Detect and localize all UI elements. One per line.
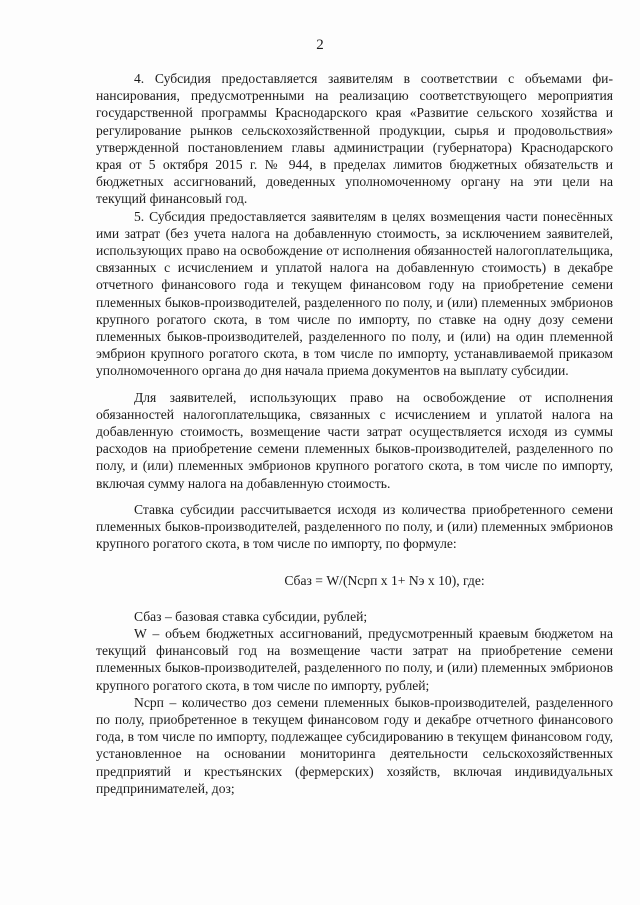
definition-semen-doses: Nсрп – количество доз семени племенных быков-производителей, разделенного по полу, приобретенное в текущем финансовом году и декабре отчетного финансового года, в том числе по импорту, подлежащее субсидированию в текущем финансовом году, установленное на основании мониторинга деятельности сельскохозяйственных предприятий и крестьянских (фермерских) хозяйств, включая индивидуальных предпринимателей, доз; (96, 694, 613, 796)
definition-base-rate: Сбаз – базовая ставка субсидии, рублей; (134, 608, 368, 624)
paragraph-rate-calculation: Ставка субсидии рассчитывается исходя из количества приобретенного семени племенных быков-производителей, разделенного по полу, и (или) племенных эмбрионов крупного рогатого скота, в том числе по импорту, по формуле: (96, 501, 613, 552)
paragraph-4-funding: 4. Субсидия предоставляется заявителям в соответствии с объемами финансирования, предусмотренными на реализацию соответствующего мероприятия государственной программы Краснодарского края «Развитие сельского хозяйства и регулирование рынков сельскохозяйственной продукции, сырья и продовольствия» утвержденной постановлением главы администрации (губернатора) Краснодарского края от 5 октября 2015 г. № 944, в пределах лимитов бюджетных обязательств и бюджетных ассигнований, доведенных уполномоченному органу на эти цели на текущий финансовый год. (96, 71, 613, 207)
paragraph-vat-exempt-applicants: Для заявителей, использующих право на освобождение от исполнения обязанностей налогоплательщика, связанных с исчислением и уплатой налога на добавленную стоимость, возмещение части затрат осуществляется исходя из суммы расходов на приобретение семени племенных быков-производителей, разделенного по полу, и (или) племенных эмбрионов крупного рогатого скота, в том числе по импорту, включая сумму налога на добавленную стоимость. (96, 389, 613, 491)
subsidy-formula: Сбаз = W/(Nсрп х 1+ Nэ х 10), где: (284, 573, 485, 589)
document-body (96, 70, 613, 797)
paragraph-5-subsidy-purpose: 5. Субсидия предоставляется заявителям в целях возмещения части понесённых ими затрат (без учета налога на добавленную стоимость, за исключением заявителей, использующих право на освобождение от исполнения обязанностей налогоплательщика, связанных с исчислением и уплатой налога на добавленную стоимость) в декабре отчетного финансового года и текущем финансовом году на приобретение семени племенных быков-производителей, разделенного по полу, и (или) племенных эмбрионов крупного рогатого скота, в том числе по импорту, по ставке на одну дозу семени племенных быков-производителей, разделенного по полу, и (или) на один племенной эмбрион крупного рогатого скота, в том числе по импорту, устанавливаемой приказом уполномоченного органа до дня начала приема документов на выплату субсидии. (96, 208, 613, 379)
definition-budget-allocation: W – объем бюджетных ассигнований, предусмотренный краевым бюджетом на текущий финансовый год на возмещение части затрат на приобретение семени племенных быков-производителей, разделенного по полу, и (или) племенных эмбрионов крупного рогатого скота, в том числе по импорту, рублей; (96, 625, 613, 693)
page-number: 2 (316, 37, 324, 53)
